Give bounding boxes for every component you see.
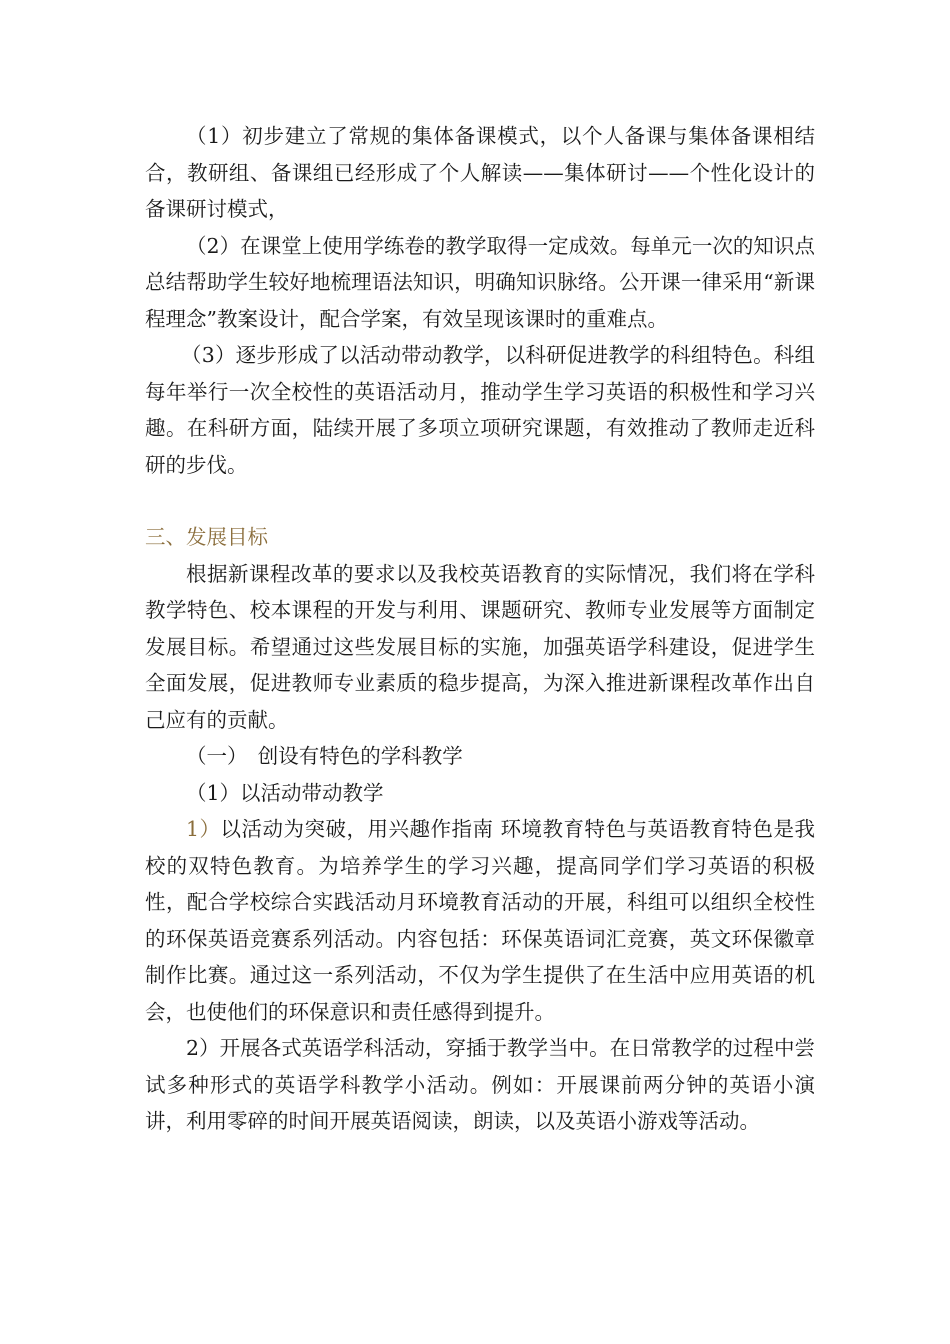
subheading-one: （一） 创设有特色的学科教学 [186,744,463,768]
section-gap [145,483,815,519]
paragraph-2: （2）在课堂上使用学练卷的教学取得一定成效。每单元一次的知识点总结帮助学生较好地梳理语法知识，明确知识脉络。公开课一律采用“新课程理念”教案设计，配合学案，有效呈现该课时的重难点。 [145,233,815,331]
paragraph-3: （3）逐步形成了以活动带动教学，以科研促进教学的科组特色。科组每年举行一次全校性的英语活动月，推动学生学习英语的积极性和学习兴趣。在科研方面，陆续开展了多项立项研究课题，有效推动了教师走近科研的步伐。 [145,343,815,477]
subheading-two: （1）以活动带动教学 [186,780,384,805]
intro-paragraph: 根据新课程改革的要求以及我校英语教育的实际情况，我们将在学科教学特色、校本课程的开发与利用、课题研究、教师专业发展等方面制定发展目标。希望通过这些发展目标的实施，加强英语学科建设，促进学生全面发展，促进教师专业素质的稳步提高，为深入推进新课程改革作出自己应有的贡献。 [145,561,815,732]
item-2-paragraph: 2）开展各式英语学科活动，穿插于教学当中。在日常教学的过程中尝试多种形式的英语学科教学小活动。例如：开展课前两分钟的英语小演讲，利用零碎的时间开展英语阅读，朗读，以及英语小游戏等活动。 [145,1036,815,1133]
item-1-text: 以活动为突破，用兴趣作指南 环境教育特色与英语教育特色是我校的双特色教育。为培养学生的学习兴趣，提高同学们学习英语的积极性，配合学校综合实践活动月环境教育活动的开展，科组可以组织全校性的环保英语竞赛系列活动。内容包括：环保英语词汇竞赛，英文环保徽章制作比赛。通过这一系列活动，不仅为学生提供了在生活中应用英语的机会，也使他们的环保意识和责任感得到提升。 [145,817,816,1024]
item-1-paragraph [145,811,815,1030]
paragraph-1: （1）初步建立了常规的集体备课模式，以个人备课与集体备课相结合，教研组、备课组已经形成了个人解读——集体研讨——个性化设计的备课研讨模式， [145,124,815,221]
document-body [145,118,815,1140]
item-1-marker: 1） [186,817,221,841]
section-heading: 三、发展目标 [145,525,268,549]
